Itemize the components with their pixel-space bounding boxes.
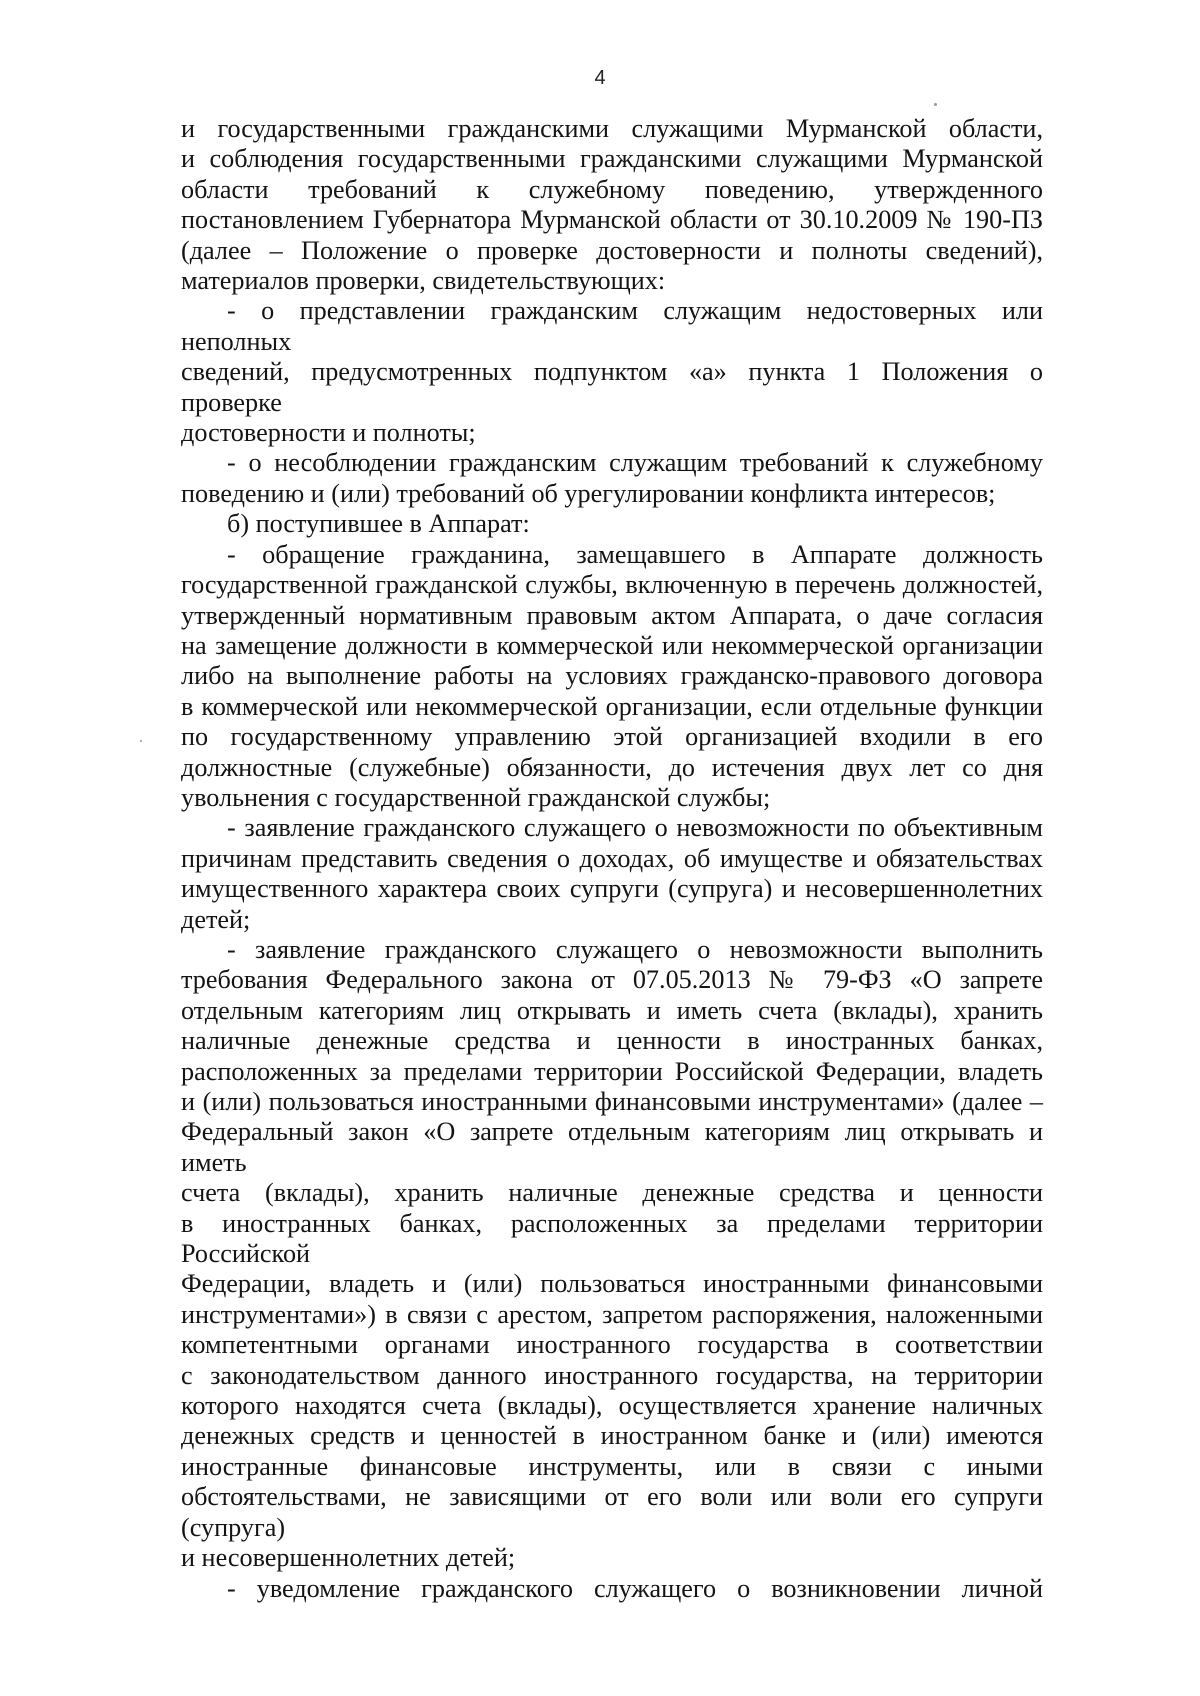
text-line: увольнения с государственной гражданской службы;: [181, 782, 771, 812]
text-line: имущественного характера своих супруги (супруга) и несовершеннолетних: [181, 874, 1043, 904]
text-line: требования Федерального закона от 07.05.2013 № 79-ФЗ «О запрете: [181, 965, 1043, 995]
text-line: материалов проверки, свидетельствующих:: [181, 266, 666, 296]
text-line: государственной гражданской службы, включенную в перечень должностей,: [181, 570, 1043, 600]
scan-speck: [140, 740, 142, 742]
text-line: счета (вклады), хранить наличные денежные средства и ценности: [181, 1178, 1043, 1208]
text-line: утвержденный нормативным правовым актом Аппарата, о даче согласия: [181, 600, 1043, 630]
text-line: денежных средств и ценностей в иностранном банке и (или) имеются: [181, 1421, 1043, 1451]
text-line: компетентными органами иностранного государства в соответствии: [181, 1330, 1043, 1360]
text-line: должностные (служебные) обязанности, до истечения двух лет со дня: [181, 752, 1043, 782]
text-line: в иностранных банках, расположенных за пределами территории Российской: [181, 1208, 1043, 1269]
text-line: которого находятся счета (вклады), осуществляется хранение наличных: [181, 1391, 1043, 1421]
text-line: Федеральный закон «О запрете отдельным категориям лиц открывать и иметь: [181, 1117, 1043, 1177]
text-line: - заявление гражданского служащего о невозможности по объективным: [227, 813, 1043, 843]
text-line: и государственными гражданскими служащими Мурманской области,: [181, 114, 1043, 143]
text-line: в коммерческой или некоммерческой организации, если отдельные функции: [181, 691, 1043, 721]
scan-speck: [934, 103, 937, 106]
text-line: - уведомление гражданского служащего о возникновении личной: [227, 1573, 1043, 1603]
text-line: поведению и (или) требований об урегулировании конфликта интересов;: [181, 478, 996, 508]
text-line: Федерации, владеть и (или) пользоваться иностранными финансовыми: [181, 1269, 1043, 1299]
text-line: - о несоблюдении гражданским служащим требований к служебному: [227, 448, 1043, 478]
text-line: постановлением Губернатора Мурманской области от 30.10.2009 № 190-ПЗ: [181, 205, 1043, 235]
text-line: детей;: [181, 904, 251, 934]
text-line: - обращение гражданина, замещавшего в Аппарате должность: [227, 539, 1043, 569]
text-line: - заявление гражданского служащего о невозможности выполнить: [227, 934, 1043, 964]
text-line: (далее – Положение о проверке достоверности и полноты сведений),: [181, 235, 1043, 265]
text-line: и несовершеннолетних детей;: [181, 1543, 516, 1573]
text-line: и соблюдения государственными гражданскими служащими Мурманской: [181, 144, 1043, 174]
text-line: обстоятельствами, не зависящими от его воли или воли его супруги (супруга): [181, 1482, 1043, 1542]
text-line: сведений, предусмотренных подпунктом «а» пункта 1 Положения о проверке: [181, 357, 1043, 417]
text-line: инструментами») в связи с арестом, запретом распоряжения, наложенными: [181, 1299, 1043, 1329]
text-line: и (или) пользоваться иностранными финансовыми инструментами» (далее –: [181, 1087, 1043, 1116]
text-line: отдельным категориям лиц открывать и иметь счета (вклады), хранить: [181, 995, 1043, 1025]
text-line: достоверности и полноты;: [181, 418, 476, 448]
text-line: наличные денежные средства и ценности в иностранных банках,: [181, 1026, 1043, 1056]
text-line: области требований к служебному поведению, утвержденного: [181, 174, 1043, 204]
text-line: либо на выполнение работы на условиях гражданско-правового договора: [181, 661, 1043, 691]
text-line: - о представлении гражданским служащим недостоверных или неполных: [181, 296, 1043, 356]
text-line: на замещение должности в коммерческой или некоммерческой организации: [181, 630, 1043, 660]
text-line: по государственному управлению этой организацией входили в его: [181, 722, 1043, 752]
document-body: [181, 114, 1043, 1604]
text-line: расположенных за пределами территории Российской Федерации, владеть: [181, 1056, 1043, 1086]
text-line: с законодательством данного иностранного государства, на территории: [181, 1360, 1043, 1390]
page-number: 4: [594, 67, 606, 89]
text-line: б) поступившее в Аппарат:: [227, 509, 530, 539]
text-line: иностранные финансовые инструменты, или в связи с иными: [181, 1451, 1043, 1481]
text-line: причинам представить сведения о доходах, об имуществе и обязательствах: [181, 843, 1043, 873]
